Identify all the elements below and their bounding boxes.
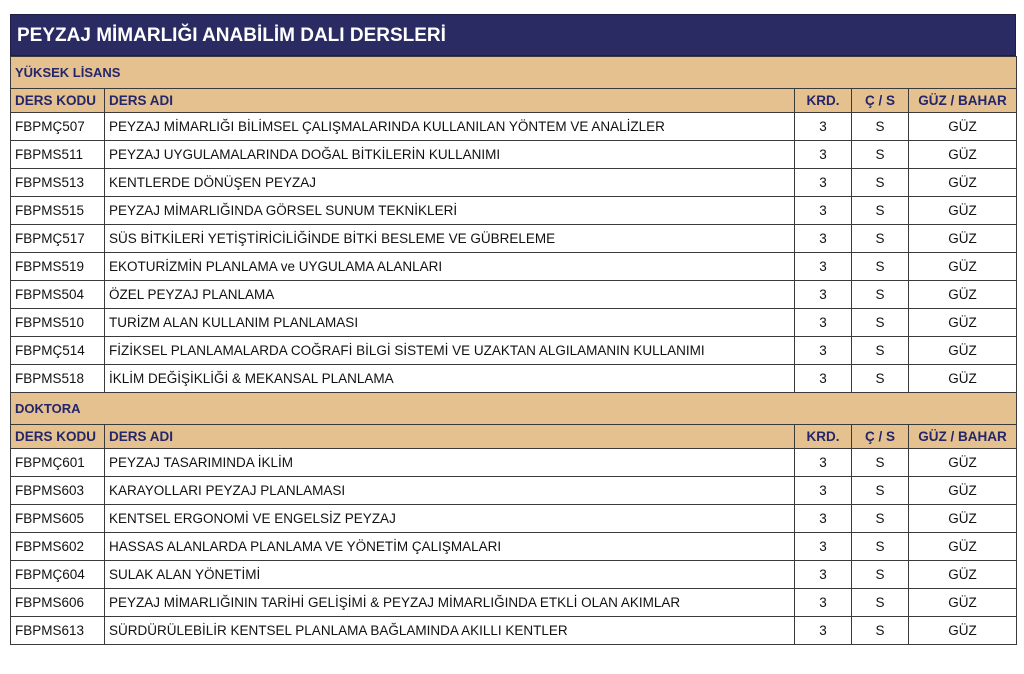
course-term: GÜZ: [909, 365, 1017, 393]
course-credit: 3: [795, 617, 852, 645]
course-credit: 3: [795, 365, 852, 393]
course-credit: 3: [795, 449, 852, 477]
course-code: FBPMS602: [11, 533, 105, 561]
course-sheet: [10, 14, 1016, 645]
course-credit: 3: [795, 169, 852, 197]
course-name: İKLİM DEĞİŞİKLİĞİ & MEKANSAL PLANLAMA: [105, 365, 795, 393]
course-credit: 3: [795, 589, 852, 617]
column-header-row: [11, 89, 1017, 113]
column-header-type: Ç / S: [852, 89, 909, 113]
course-code: FBPMS511: [11, 141, 105, 169]
column-header-code: DERS KODU: [11, 425, 105, 449]
course-term: GÜZ: [909, 505, 1017, 533]
section-label: YÜKSEK LİSANS: [11, 57, 1017, 89]
course-code: FBPMS603: [11, 477, 105, 505]
course-type: S: [852, 365, 909, 393]
section-label: DOKTORA: [11, 393, 1017, 425]
course-type: S: [852, 449, 909, 477]
table-row: [11, 281, 1017, 309]
course-term: GÜZ: [909, 309, 1017, 337]
course-type: S: [852, 561, 909, 589]
course-credit: 3: [795, 197, 852, 225]
course-code: FBPMÇ601: [11, 449, 105, 477]
course-credit: 3: [795, 505, 852, 533]
table-row: [11, 337, 1017, 365]
course-code: FBPMS605: [11, 505, 105, 533]
course-name: PEYZAJ TASARIMINDA İKLİM: [105, 449, 795, 477]
table-row: [11, 225, 1017, 253]
course-table-body: [11, 57, 1017, 645]
course-name: PEYZAJ MİMARLIĞININ TARİHİ GELİŞİMİ & PEYZAJ MİMARLIĞINDA ETKLİ OLAN AKIMLAR: [105, 589, 795, 617]
course-type: S: [852, 281, 909, 309]
course-credit: 3: [795, 533, 852, 561]
course-code: FBPMS518: [11, 365, 105, 393]
course-type: S: [852, 113, 909, 141]
course-credit: 3: [795, 113, 852, 141]
page-title: PEYZAJ MİMARLIĞI ANABİLİM DALI DERSLERİ: [10, 14, 1016, 56]
course-term: GÜZ: [909, 253, 1017, 281]
table-row: [11, 141, 1017, 169]
table-row: [11, 589, 1017, 617]
table-row: [11, 365, 1017, 393]
table-row: [11, 477, 1017, 505]
course-name: PEYZAJ UYGULAMALARINDA DOĞAL BİTKİLERİN KULLANIMI: [105, 141, 795, 169]
course-credit: 3: [795, 337, 852, 365]
course-name: SÜRDÜRÜLEBİLİR KENTSEL PLANLAMA BAĞLAMINDA AKILLI KENTLER: [105, 617, 795, 645]
course-term: GÜZ: [909, 169, 1017, 197]
course-type: S: [852, 337, 909, 365]
course-code: FBPMS513: [11, 169, 105, 197]
course-name: SULAK ALAN YÖNETİMİ: [105, 561, 795, 589]
course-code: FBPMÇ517: [11, 225, 105, 253]
table-row: [11, 561, 1017, 589]
table-row: [11, 505, 1017, 533]
course-credit: 3: [795, 225, 852, 253]
course-name: KENTSEL ERGONOMİ VE ENGELSİZ PEYZAJ: [105, 505, 795, 533]
table-row: [11, 253, 1017, 281]
course-code: FBPMÇ514: [11, 337, 105, 365]
column-header-credit: KRD.: [795, 425, 852, 449]
course-credit: 3: [795, 253, 852, 281]
table-row: [11, 113, 1017, 141]
course-type: S: [852, 505, 909, 533]
column-header-row: [11, 425, 1017, 449]
course-type: S: [852, 309, 909, 337]
course-code: FBPMS519: [11, 253, 105, 281]
table-row: [11, 197, 1017, 225]
course-name: EKOTURİZMİN PLANLAMA ve UYGULAMA ALANLARI: [105, 253, 795, 281]
course-code: FBPMS510: [11, 309, 105, 337]
course-type: S: [852, 253, 909, 281]
section-header: [11, 393, 1017, 425]
course-credit: 3: [795, 477, 852, 505]
course-term: GÜZ: [909, 533, 1017, 561]
course-term: GÜZ: [909, 281, 1017, 309]
course-credit: 3: [795, 141, 852, 169]
course-credit: 3: [795, 561, 852, 589]
table-row: [11, 309, 1017, 337]
course-term: GÜZ: [909, 225, 1017, 253]
column-header-code: DERS KODU: [11, 89, 105, 113]
course-code: FBPMS504: [11, 281, 105, 309]
course-term: GÜZ: [909, 113, 1017, 141]
section-header: [11, 57, 1017, 89]
course-name: TURİZM ALAN KULLANIM PLANLAMASI: [105, 309, 795, 337]
column-header-name: DERS ADI: [105, 425, 795, 449]
course-code: FBPMS515: [11, 197, 105, 225]
course-name: KARAYOLLARI PEYZAJ PLANLAMASI: [105, 477, 795, 505]
course-type: S: [852, 169, 909, 197]
table-row: [11, 617, 1017, 645]
course-table: [10, 56, 1017, 645]
course-term: GÜZ: [909, 141, 1017, 169]
table-row: [11, 449, 1017, 477]
course-type: S: [852, 589, 909, 617]
course-credit: 3: [795, 281, 852, 309]
course-name: PEYZAJ MİMARLIĞINDA GÖRSEL SUNUM TEKNİKLERİ: [105, 197, 795, 225]
course-type: S: [852, 533, 909, 561]
column-header-term: GÜZ / BAHAR: [909, 89, 1017, 113]
course-type: S: [852, 197, 909, 225]
course-type: S: [852, 225, 909, 253]
column-header-name: DERS ADI: [105, 89, 795, 113]
course-term: GÜZ: [909, 561, 1017, 589]
course-name: SÜS BİTKİLERİ YETİŞTİRİCİLİĞİNDE BİTKİ BESLEME VE GÜBRELEME: [105, 225, 795, 253]
course-term: GÜZ: [909, 337, 1017, 365]
course-code: FBPMÇ604: [11, 561, 105, 589]
table-row: [11, 533, 1017, 561]
course-credit: 3: [795, 309, 852, 337]
course-term: GÜZ: [909, 477, 1017, 505]
column-header-term: GÜZ / BAHAR: [909, 425, 1017, 449]
course-name: PEYZAJ MİMARLIĞI BİLİMSEL ÇALIŞMALARINDA KULLANILAN YÖNTEM VE ANALİZLER: [105, 113, 795, 141]
column-header-credit: KRD.: [795, 89, 852, 113]
course-term: GÜZ: [909, 197, 1017, 225]
course-term: GÜZ: [909, 449, 1017, 477]
course-name: HASSAS ALANLARDA PLANLAMA VE YÖNETİM ÇALIŞMALARI: [105, 533, 795, 561]
course-code: FBPMS613: [11, 617, 105, 645]
course-type: S: [852, 477, 909, 505]
course-term: GÜZ: [909, 617, 1017, 645]
table-row: [11, 169, 1017, 197]
course-name: KENTLERDE DÖNÜŞEN PEYZAJ: [105, 169, 795, 197]
course-term: GÜZ: [909, 589, 1017, 617]
course-code: FBPMS606: [11, 589, 105, 617]
course-name: FİZİKSEL PLANLAMALARDA COĞRAFİ BİLGİ SİSTEMİ VE UZAKTAN ALGILAMANIN KULLANIMI: [105, 337, 795, 365]
course-name: ÖZEL PEYZAJ PLANLAMA: [105, 281, 795, 309]
course-type: S: [852, 617, 909, 645]
course-code: FBPMÇ507: [11, 113, 105, 141]
course-type: S: [852, 141, 909, 169]
column-header-type: Ç / S: [852, 425, 909, 449]
